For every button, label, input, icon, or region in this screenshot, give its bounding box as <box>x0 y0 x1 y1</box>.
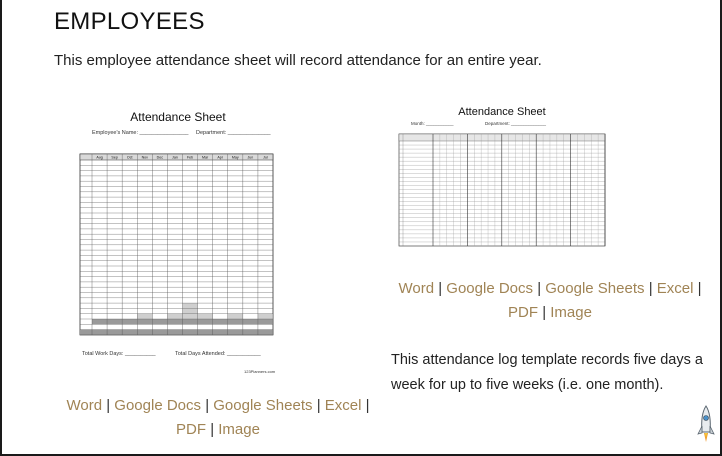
month-header: Jan <box>172 155 178 160</box>
monthly-attendance-grid <box>393 132 611 262</box>
grid-shade <box>152 319 167 324</box>
page-title: EMPLOYEES <box>54 8 205 35</box>
grid-shade <box>198 314 213 319</box>
grid-shade <box>167 314 182 319</box>
total-work-days-field: Total Work Days: __________ <box>82 351 156 357</box>
employee-name-field: Employee's Name: ________________ <box>92 130 189 136</box>
grid-shade <box>198 319 213 324</box>
grid-shade <box>92 319 107 324</box>
pdf-link[interactable]: PDF <box>508 304 539 321</box>
month-header: Feb <box>186 155 194 160</box>
yearly-attendance-sheet-image[interactable] <box>72 104 284 382</box>
grid-shade <box>228 314 243 319</box>
google-sheets-link[interactable]: Google Sheets <box>545 280 645 297</box>
month-header: Apr <box>217 155 224 160</box>
grid-shade <box>107 319 122 324</box>
download-links-right: Word | Google Docs | Google Sheets | Excel | PDF | Image <box>398 280 702 321</box>
month-header: Mar <box>202 155 209 160</box>
grid-shade <box>213 319 228 324</box>
grid-shade <box>183 303 198 319</box>
google-docs-link[interactable]: Google Docs <box>446 280 534 297</box>
month-header: Dec <box>156 155 164 160</box>
grid-shade <box>137 319 152 324</box>
grid-shade <box>258 319 273 324</box>
month-field: Month: ___________ <box>411 121 454 126</box>
grid-shade <box>137 314 152 319</box>
department-field: Department: ______________ <box>196 130 271 136</box>
google-docs-link[interactable]: Google Docs <box>114 397 202 414</box>
intro-text: This employee attendance sheet will record attendance for an entire year. <box>54 52 542 69</box>
grid-total-row <box>80 330 273 335</box>
month-header: Jun <box>247 155 254 160</box>
pdf-link[interactable]: PDF <box>176 421 207 438</box>
grid-shade <box>167 319 182 324</box>
sheet-title: Attendance Sheet <box>130 110 226 124</box>
monthly-attendance-log-image[interactable] <box>393 100 611 264</box>
grid-shade <box>228 319 243 324</box>
word-link[interactable]: Word <box>398 280 435 297</box>
sheet-title: Attendance Sheet <box>458 106 546 118</box>
rocket-icon[interactable] <box>696 404 716 450</box>
month-header: Nov <box>141 155 148 160</box>
google-sheets-link[interactable]: Google Sheets <box>213 397 313 414</box>
grid-shade <box>122 319 137 324</box>
word-link[interactable]: Word <box>66 397 103 414</box>
total-days-attended-field: Total Days Attended: ___________ <box>175 351 261 357</box>
month-header: May <box>231 155 239 160</box>
month-header: Sep <box>111 155 118 160</box>
monthly-log-description: This attendance log template records five days a week for up to five weeks (i.e. one month). <box>391 352 703 393</box>
image-link[interactable]: Image <box>218 421 260 438</box>
month-header: Jul <box>263 155 268 160</box>
month-header: Oct <box>126 155 133 160</box>
sheet-footer: 123Planners.com <box>244 369 276 374</box>
excel-link[interactable]: Excel <box>656 280 694 297</box>
image-link[interactable]: Image <box>550 304 592 321</box>
grid-shade <box>258 314 273 319</box>
grid-shade <box>183 319 198 324</box>
department-field: Department: ______________ <box>485 121 547 126</box>
month-header: Aug <box>96 155 103 160</box>
grid-shade <box>243 319 258 324</box>
download-links-left: Word | Google Docs | Google Sheets | Excel | PDF | Image <box>66 397 370 438</box>
excel-link[interactable]: Excel <box>324 397 362 414</box>
